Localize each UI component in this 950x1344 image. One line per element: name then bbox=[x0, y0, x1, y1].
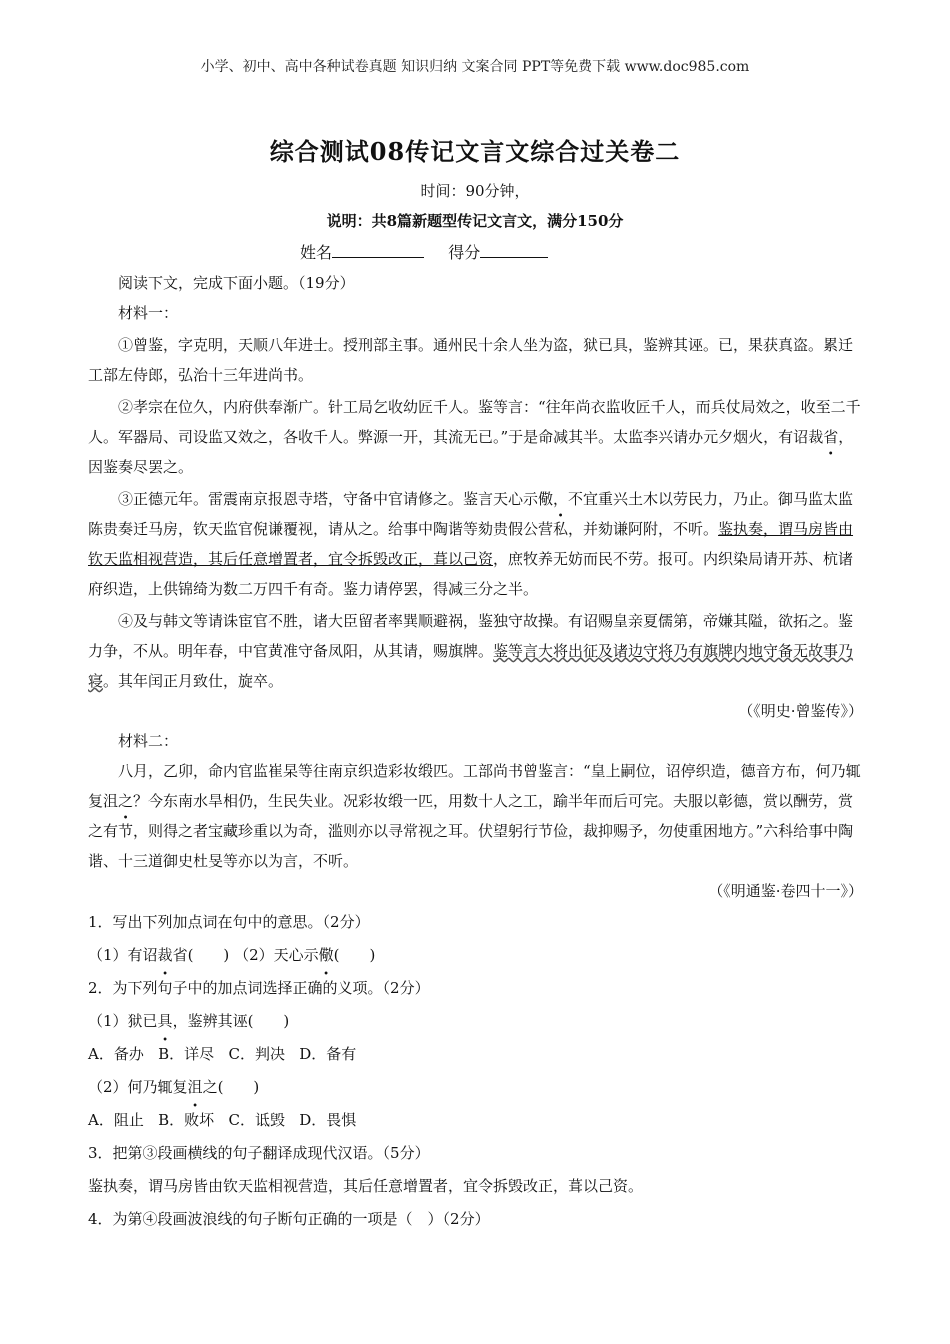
dotted-char: 沮 bbox=[103, 792, 119, 810]
question-1: 1．写出下列加点词在句中的意思。（2分） bbox=[88, 913, 370, 931]
instruction: 阅读下文，完成下面小题。（19分） bbox=[118, 274, 355, 292]
material1-para4: ④及与韩文等请诛宦官不胜，诸大臣留者率巽顺避祸，鉴独守故操。有诏赐皇亲夏儒第，帝嫌其隘，欲拓之。鉴力争，不从。明年春，中官黄准守备凤阳，从其请，赐旗牌。鉴等言大将出征及诸边守将乃有旗牌内地守备无故事乃寝。其年闰正月致仕，旋卒。 bbox=[88, 612, 854, 690]
page-title: 综合测试08传记文言文综合过关卷二 bbox=[269, 137, 681, 166]
name-blank bbox=[332, 241, 424, 258]
wavy-underlined-sentence: 鉴等言大将出征及诸边守将乃有旗牌内地守备无故事乃寝 bbox=[88, 642, 854, 690]
material1-label: 材料一： bbox=[118, 304, 179, 322]
material2-source: （《明通鉴·卷四十一》） bbox=[708, 882, 863, 900]
name-score-row bbox=[300, 240, 548, 263]
dotted-char: 裁 bbox=[157, 946, 173, 964]
material1-para3: ③正德元年。雷震南京报恩寺塔，守备中官请修之。鉴言天心示儆，不宜重兴土木以劳民力，乃止。御马监太监陈贵奏迁马房，钦天监官倪谦覆视，请从之。给事中陶谐等劾贵假公营私，并劾谦阿附，不听。鉴执奏，谓马房皆由钦天监相视营造，其后任意增置者，宜令拆毁改正，葺以己资，庶牧养无妨而民不劳。报可。内织染局请开苏、杭诸府织造，上供锦绮为数二万四千有奇。鉴力请停罢，得减三分之半。 bbox=[88, 490, 854, 598]
question-4: 4．为第④段画波浪线的句子断句正确的一项是（ ）（2分） bbox=[88, 1210, 490, 1228]
dotted-char: 沮 bbox=[187, 1078, 203, 1096]
page-header: 小学、初中、高中各种试卷真题 知识归纳 文案合同 PPT等免费下载 www.doc985.com bbox=[200, 59, 750, 75]
dotted-char: 裁 bbox=[808, 428, 824, 446]
material1-para2: ②孝宗在位久，内府供奉渐广。针工局乞收幼匠千人。鉴等言：“往年尚衣监收匠千人，而兵仗局效之，收至二千人。军器局、司设监又效之，各收千人。弊源一开，其流无已。”于是命减其半。太监李兴请办元夕烟火，有诏裁省，因鉴奏尽罢之。 bbox=[88, 398, 861, 476]
dotted-char: 儆 bbox=[318, 946, 334, 964]
material2-para1: 八月，乙卯，命内官监崔杲等往南京织造彩妆缎匹。工部尚书曾鉴言：“皇上嗣位，诏停织造，德音方布，何乃辄复沮之？今东南水旱相仍，生民失业。况彩妆缎一匹，用数十人之工，踰半年而后可完。夫服以彰德，赏以酬劳，赏之有节，则得之者宝藏珍重以为奇，滥则亦以寻常视之耳。伏望躬行节俭，裁抑赐予，勿使重困地方。”六科给事中陶谐、十三道御史杜旻等亦以为言，不听。 bbox=[88, 762, 861, 870]
underlined-sentence: 鉴执奏，谓马房皆由钦天监相视营造，其后任意增置者，宜令拆毁改正，葺以己资 bbox=[88, 520, 854, 568]
question-2: 2．为下列句子中的加点词选择正确的义项。（2分） bbox=[88, 979, 430, 997]
question-3: 3．把第③段画横线的句子翻译成现代汉语。（5分） bbox=[88, 1144, 430, 1162]
material1-source: （《明史·曾鉴传》） bbox=[738, 702, 863, 720]
exam-content bbox=[88, 268, 863, 1236]
dotted-char: 儆 bbox=[538, 490, 554, 508]
material2-label: 材料二： bbox=[118, 732, 179, 750]
dotted-char: 具 bbox=[157, 1012, 173, 1030]
question-2-options2: A．阻止 B．败坏 C．诋毁 D．畏惧 bbox=[88, 1111, 357, 1129]
exam-note: 说明：共8篇新题型传记文言文，满分150分 bbox=[326, 212, 624, 230]
score-label: 得分 bbox=[448, 243, 481, 262]
question-3-sentence: 鉴执奏，谓马房皆由钦天监相视营造，其后任意增置者，宜令拆毁改正，葺以己资。 bbox=[88, 1177, 644, 1195]
question-2-options1: A．备办 B．详尽 C．判决 D．备有 bbox=[88, 1045, 357, 1063]
name-label: 姓名 bbox=[300, 243, 333, 262]
exam-time: 时间：90分钟， bbox=[420, 182, 530, 200]
material1-para1: ①曾鉴，字克明，天顺八年进士。授刑部主事。通州民十余人坐为盗，狱已具，鉴辨其诬。已，果获真盗。累迁工部左侍郎，弘治十三年进尚书。 bbox=[88, 336, 854, 384]
question-2-sub2: （2）何乃辄复沮之( ) bbox=[88, 1078, 260, 1096]
question-2-sub1: （1）狱已具，鉴辨其诬( ) bbox=[88, 1012, 290, 1030]
score-blank bbox=[480, 241, 548, 258]
question-1-items: （1）有诏裁省( ) （2）天心示儆( ) bbox=[88, 946, 376, 964]
